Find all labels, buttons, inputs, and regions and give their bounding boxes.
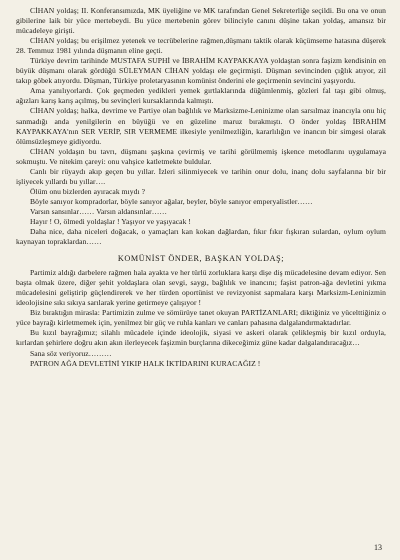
paragraph: Varsın sansınlar…… Varsın aldansınlar……: [30, 206, 167, 216]
page-number: 13: [374, 543, 382, 552]
paragraph: Canlı bir rüyaydı akıp geçen bu yıllar. İzleri silinmiyecek ve tarihin onur dolu, inanç dolu sayfalarına bir bir işliyecek yıllardı bu yıllar….: [16, 166, 386, 186]
paragraph: CİHAN yoldaş; halka, devrime ve Partiye olan bağlılık ve Marksizme-Leninizme olan sarsılmaz inancıyla onu hiç sanmadığı anda yenilgilerin en büyüğü ve en güzeline maruz bırakmıştı. O önder yoldaş İBRAHİM KAYPAKKAYA'nın SER VERİP, SIR VERMEME ilkesiyle yenilmezliğin, kararlılığın ve inancın bir simgesi olarak ölümsüzleşmeye gidiyordu.: [16, 106, 386, 146]
paragraph: CİHAN yoldaşın bu tavrı, düşmanı şaşkına çevirmiş ve tarihi görülmemiş işkence metodlarını uygulamaya sokmuştu. Ve nitekim çareyi: onu vahşice katletmekte buldular.: [16, 146, 386, 166]
body-text-bottom: [16, 268, 386, 368]
paragraph: CİHAN yoldaş; II. Konferansımızda, MK üyeliğine ve MK tarafından Genel Sekreterliğe seçildi. Bu ona ve onun gibilerine laik bir yüce mertebeydi. Bu yüce mertebenin görev bilinciyle canını düşine takan yoldaş, amansız bir mücadeleye girişti.: [16, 6, 386, 36]
closing-slogan: PATRON AĞA DEVLETİNİ YIKIP HALK İKTİDARINI KURACAĞIZ !: [30, 358, 261, 368]
paragraph: Biz bıraktığın mirasla: Partimizin zulme ve sömürüye tanet okuyan PARTİZANLARI; diktiğiniz ve yücelttiğiniz o yüce bayrağı kirletmemek için, yenilmez bir güç ve ruhla kanları ve canları pahasına dalgalandırmaktadırlar.: [16, 308, 386, 328]
paragraph: Daha nice, daha niceleri doğacak, o yamaçları kan kokan dağlardan, fıkır fıkır fışkıran sulardan, oylum oylum kaynayan topraklardan……: [16, 227, 386, 247]
paragraph: Türkiye devrim tarihinde MUSTAFA SUPHİ ve İBRAHİM KAYPAKKAYA yoldaştan sonra faşizm kendisinin en büyük düşmanı olarak gördüğü SÜLEYMAN CİHAN yoldaşı ele geçirmişti. Düşman sevincinden çığlık atıyor, zil takıp göbek atıyordu. Düşman, Türkiye proletaryasının komünist önderini ele geçirmenin sevincini yaşıyordu.: [16, 56, 386, 86]
paragraph: CİHAN yoldaş; bu erişilmez yetenek ve tecrübelerine rağmen,düşmanı taktik olarak küçümseme hatasına düşerek 28. Temmuz 1981 yılında düşmanın eline geçti.: [16, 36, 386, 56]
paragraph: Hayır ! O, ölmedi yoldaşlar ! Yaşıyor ve yaşıyacak !: [30, 216, 191, 226]
paragraph: Böyle sanıyor kompradorlar, böyle sanıyor ağalar, beyler, böyle sanıyor emperyalistler……: [30, 196, 313, 206]
paragraph: Bu kızıl bayrağımız; silahlı mücadele içinde ideolojik, siyasi ve askeri olarak çelikleşmiş bir kızıl orduyla, kırlardan şehirlere doğru akın akın ilerleyecek faşizmin burçlarına dikeceğimiz güne kadar dalgalandıracağız…: [16, 328, 386, 348]
body-text-top: [16, 6, 386, 247]
paragraph: Ama yanılıyorlardı. Çok geçmeden yedikleri yemek gırtlaklarında düğümlenmiş, gözleri fal taşı gibi olmuş, ağızları karış karış açılmış, bu sevinçleri kursaklarında kalmıştı.: [16, 86, 386, 106]
paragraph: Partimiz aldığı darbelere rağmen hala ayakta ve her türlü zorluklara karşı dişe diş mücadelesine devam ediyor. Sen başta olmak üzere, diğer şehit yoldaşlara olan sevgi, saygı, bağlılık ve inancını; faşist patron-ağa devletini yıkma mücadelesini geliştirip güçlendirerek ve her türden oportünist ve revizyonist sapmalara karşı Marksizm-Leninizmin ideolojisine sıkı sıkıya sarılarak yerine getirmeye çalışıyor !: [16, 268, 386, 308]
paragraph: Ölüm onu bizlerden ayıracak mıydı ?: [30, 186, 145, 196]
section-heading: KOMÜNİST ÖNDER, BAŞKAN YOLDAŞ;: [117, 254, 285, 264]
paragraph: Sana söz veriyoruz………: [30, 348, 112, 358]
